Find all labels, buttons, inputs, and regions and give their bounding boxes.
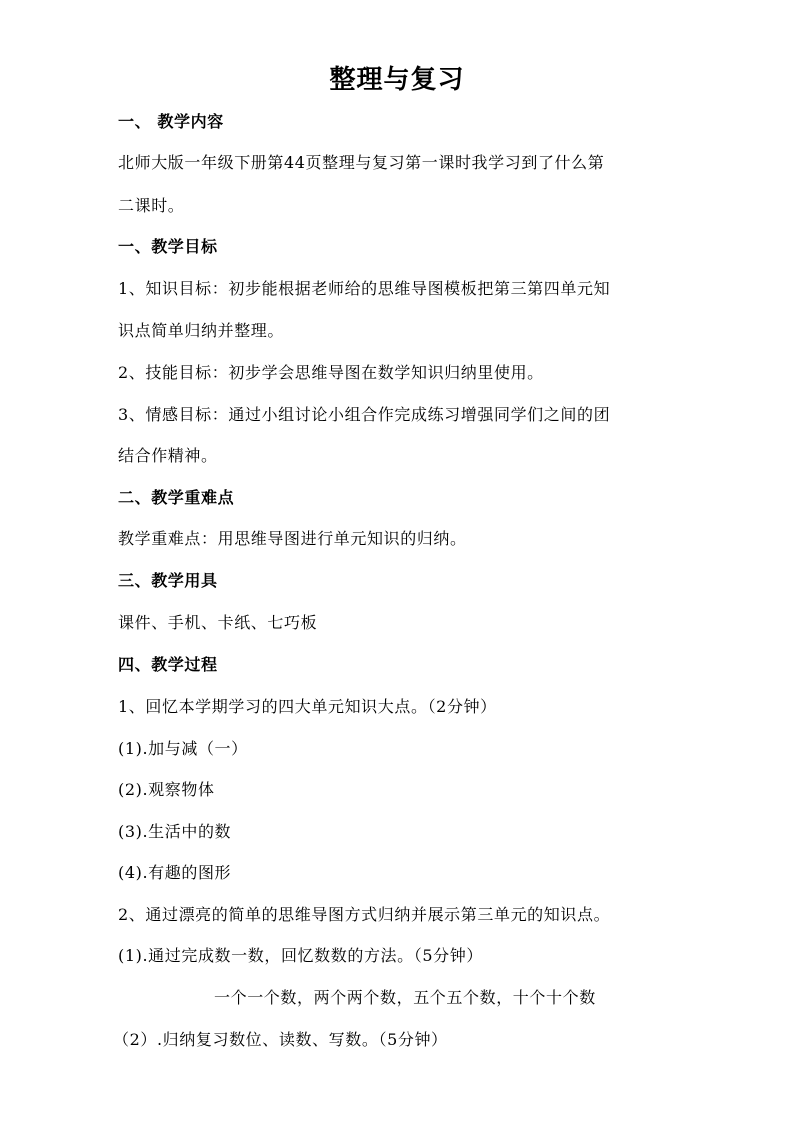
paragraph-line-indented: 一个一个数，两个两个数，五个五个数，十个十个数: [214, 988, 596, 1007]
section-heading-content: 一、 教学内容: [118, 112, 224, 131]
list-item: (1).通过完成数一数，回忆数数的方法。（5分钟）: [118, 946, 483, 965]
paragraph-line: 2、技能目标：初步学会思维导图在数学知识归纳里使用。: [118, 363, 544, 382]
page-title: 整理与复习: [329, 65, 465, 95]
paragraph-line: 1、回忆本学期学习的四大单元知识大点。（2分钟）: [118, 697, 497, 716]
paragraph-line: 识点简单归纳并整理。: [118, 321, 285, 340]
list-item: (3).生活中的数: [118, 822, 232, 841]
paragraph-line: 1、知识目标：初步能根据老师给的思维导图模板把第三第四单元知: [118, 279, 611, 298]
section-heading-key-points: 二、教学重难点: [118, 488, 235, 507]
section-heading-process: 四、教学过程: [118, 655, 218, 674]
section-heading-tools: 三、教学用具: [118, 571, 218, 590]
section-heading-objectives: 一、教学目标: [118, 237, 218, 256]
paragraph-line: 教学重难点：用思维导图进行单元知识的归纳。: [118, 529, 467, 548]
paragraph-line: 二课时。: [118, 196, 185, 215]
paragraph-line: 课件、手机、卡纸、七巧板: [118, 613, 318, 632]
list-item: (2).观察物体: [118, 780, 215, 799]
paragraph-line: 2、通过漂亮的简单的思维导图方式归纳并展示第三单元的知识点。: [118, 905, 611, 924]
paragraph-line: 3、情感目标：通过小组讨论小组合作完成练习增强同学们之间的团: [118, 405, 611, 424]
paragraph-line: 北师大版一年级下册第44页整理与复习第一课时我学习到了什么第: [118, 153, 605, 172]
list-item: (1).加与减（一）: [118, 739, 248, 758]
paragraph-line: 结合作精神。: [118, 446, 218, 465]
list-item: （2）.归纳复习数位、读数、写数。（5分钟）: [113, 1030, 448, 1049]
list-item: (4).有趣的图形: [118, 863, 232, 882]
